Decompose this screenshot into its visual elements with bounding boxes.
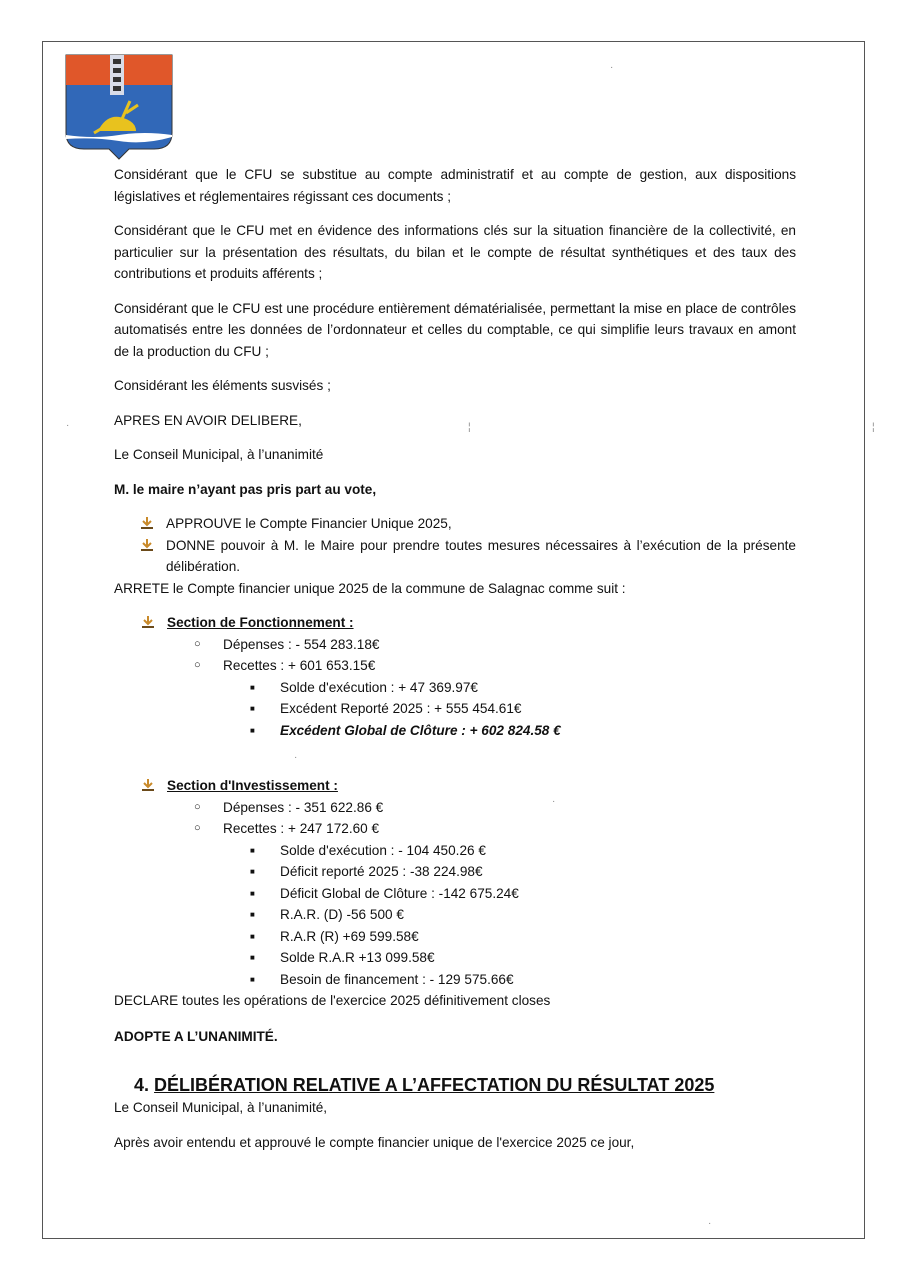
investissement-recettes: Recettes : + 247 172.60 €: [223, 821, 380, 836]
section-investissement-heading: [141, 775, 796, 797]
maire-note: M. le maire n’ayant pas pris part au vote,: [114, 481, 377, 497]
section-4-heading: [134, 1073, 796, 1097]
coat-of-arms-logo: [64, 53, 174, 163]
section-4-title: DÉLIBÉRATION RELATIVE A L’AFFECTATION DU RÉSULTAT 2025: [154, 1075, 715, 1095]
fonctionnement-depenses: Dépenses : - 554 283.18€: [223, 636, 380, 652]
decision-approuve: APPROUVE le Compte Financier Unique 2025,: [166, 516, 452, 531]
fonctionnement-excedent-global: Excédent Global de Clôture : + 602 824.58 €: [280, 722, 561, 738]
square-bullet-icon: ■: [250, 910, 255, 919]
square-bullet-icon: ■: [250, 867, 255, 876]
decision-item: [140, 535, 796, 578]
arrete-line: ARRETE le Compte financier unique 2025 de la commune de Salagnac comme suit :: [114, 580, 626, 596]
circle-bullet-icon: ○: [194, 637, 201, 650]
circle-bullet-icon: ○: [194, 800, 201, 813]
section-fonctionnement-title: Section de Fonctionnement :: [167, 615, 354, 630]
investissement-rar-r: R.A.R (R) +69 599.58€: [280, 928, 419, 944]
circle-bullet-icon: ○: [194, 822, 201, 834]
list-item: [250, 926, 796, 948]
circle-bullet-icon: ○: [194, 659, 201, 671]
list-item: [250, 677, 796, 699]
apres-deliberation: APRES EN AVOIR DELIBERE,: [114, 412, 302, 428]
investissement-rar-d: R.A.R. (D) -56 500 €: [280, 907, 404, 922]
considerant-2: Considérant que le CFU met en évidence des informations clés sur la situation financière de la collectivité, en particulier sur la présentation des résultats, du bilan et le compte de résultat synthétiques et des taux des contributions et produits afférents ;: [114, 223, 796, 281]
square-bullet-icon: ■: [250, 888, 255, 898]
fonctionnement-excedent-reporte: Excédent Reporté 2025 : + 555 454.61€: [280, 701, 522, 716]
list-item: [250, 883, 796, 905]
arrow-bullet-icon: [140, 513, 166, 534]
investissement-deficit-global: Déficit Global de Clôture : -142 675.24€: [280, 885, 519, 901]
list-item: [194, 818, 796, 840]
list-item: [250, 840, 796, 862]
adopte-line: ADOPTE A L’UNANIMITÉ.: [114, 1028, 278, 1044]
arrow-bullet-icon: [141, 775, 167, 796]
list-item: [250, 698, 796, 720]
square-bullet-icon: ■: [250, 953, 255, 962]
square-bullet-icon: ■: [250, 931, 255, 941]
fonctionnement-solde: Solde d'exécution : + 47 369.97€: [280, 679, 478, 695]
apres-avoir-entendu: Après avoir entendu et approuvé le compte financier unique de l'exercice 2025 ce jour,: [114, 1134, 635, 1150]
arrow-bullet-icon: [141, 612, 167, 633]
list-item: [250, 969, 796, 991]
investissement-solde-rar: Solde R.A.R +13 099.58€: [280, 950, 435, 965]
decision-item: [140, 513, 796, 535]
investissement-besoin-financement: Besoin de financement : - 129 575.66€: [280, 971, 514, 987]
square-bullet-icon: ■: [250, 725, 255, 735]
fonctionnement-recettes: Recettes : + 601 653.15€: [223, 658, 376, 673]
considerant-1: Considérant que le CFU se substitue au compte administratif et au compte de gestion, aux dispositions législatives et réglementaires régissant ces documents ;: [114, 167, 796, 204]
section-fonctionnement-heading: [141, 612, 796, 634]
square-bullet-icon: ■: [250, 845, 255, 855]
list-item: [250, 720, 796, 742]
arrow-bullet-icon: [140, 535, 166, 556]
declare-line: DECLARE toutes les opérations de l'exercice 2025 définitivement closes: [114, 993, 551, 1008]
list-item: [250, 904, 796, 926]
decision-donne: DONNE pouvoir à M. le Maire pour prendre toutes mesures nécessaires à l’exécution de la présente délibération.: [166, 537, 796, 574]
considerant-3: Considérant que le CFU est une procédure entièrement dématérialisée, permettant la mise en place de contrôles automatisés entre les données de l’ordonnateur et celles du comptable, ce qui simplifie leurs travaux en amont de la production du CFU ;: [114, 300, 796, 359]
square-bullet-icon: ■: [250, 682, 255, 692]
section-4-number: 4.: [134, 1075, 150, 1095]
considerant-4: Considérant les éléments susvisés ;: [114, 378, 331, 393]
list-item: [250, 861, 796, 883]
list-item: [194, 634, 796, 656]
section-investissement-title: Section d'Investissement :: [167, 778, 338, 793]
investissement-depenses: Dépenses : - 351 622.86 €: [223, 799, 384, 815]
document-body: [114, 164, 796, 1153]
conseil-unanimite: Le Conseil Municipal, à l’unanimité: [114, 447, 324, 462]
investissement-solde: Solde d'exécution : - 104 450.26 €: [280, 842, 486, 858]
square-bullet-icon: ■: [250, 974, 255, 984]
list-item: [194, 655, 796, 677]
list-item: [194, 797, 796, 819]
square-bullet-icon: ■: [250, 704, 255, 713]
list-item: [250, 947, 796, 969]
conseil-unanimite-2: Le Conseil Municipal, à l’unanimité,: [114, 1100, 328, 1115]
investissement-deficit-reporte: Déficit reporté 2025 : -38 224.98€: [280, 864, 483, 879]
